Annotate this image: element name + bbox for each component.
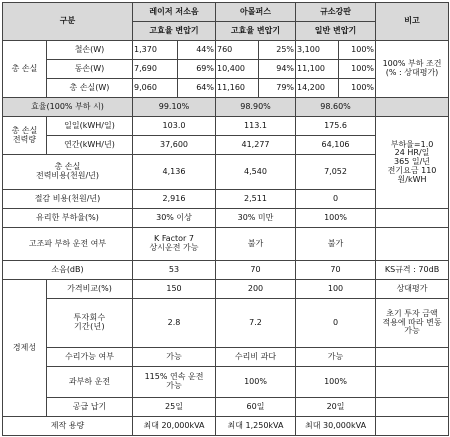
capacity-v1: 최대 20,000kVA <box>133 417 216 436</box>
daily-label: 일일(kWH/일) <box>47 117 133 136</box>
noise-v1: 53 <box>133 261 216 280</box>
sum-loss-p1: 64% <box>178 79 216 98</box>
iron-loss-p1: 44% <box>178 41 216 60</box>
payback-label <box>47 299 133 348</box>
header-remarks: 비고 <box>376 3 449 41</box>
header-row <box>3 3 449 22</box>
total-loss-remark <box>376 41 449 98</box>
copper-loss-label: 동손(W) <box>47 60 133 79</box>
savings-v1: 2,916 <box>133 190 216 209</box>
harmonic-v1-line1: K Factor 7 <box>154 234 194 244</box>
annual-v2: 41,277 <box>216 136 296 155</box>
delivery-v3: 20일 <box>296 398 376 417</box>
load-rate-v1: 30% 이상 <box>133 209 216 228</box>
copper-loss-v1: 7,690 <box>133 60 178 79</box>
table-row <box>3 98 449 117</box>
power-remark-line4: 전기요금 110원/kWH <box>387 165 437 184</box>
iron-loss-p3: 100% <box>339 41 376 60</box>
load-rate-v2: 30% 미만 <box>216 209 296 228</box>
efficiency-v2: 98.90% <box>216 98 296 117</box>
noise-v3: 70 <box>296 261 376 280</box>
copper-loss-p3: 100% <box>339 60 376 79</box>
delivery-v2: 60일 <box>216 398 296 417</box>
harmonic-v2: 불가 <box>216 228 296 261</box>
table-row <box>3 417 449 436</box>
price-v1: 150 <box>133 280 216 299</box>
payback-label-line2: 기간(년) <box>74 322 105 331</box>
harmonic-v1-line2: 상시운전 가능 <box>149 243 199 252</box>
overload-v3: 100% <box>296 367 376 398</box>
power-remark-line1: 부하율=1.0 <box>390 139 434 149</box>
copper-loss-p2: 94% <box>259 60 296 79</box>
payback-v3: 0 <box>296 299 376 348</box>
efficiency-remark <box>376 98 449 117</box>
total-cost-v3: 7,052 <box>296 155 376 190</box>
overload-v1 <box>133 367 216 398</box>
copper-loss-p1: 69% <box>178 60 216 79</box>
power-remark <box>376 117 449 209</box>
overload-remark <box>376 367 449 398</box>
header-col1-line1: 레이저 저소음 <box>133 3 216 22</box>
capacity-v2: 최대 1,250kVA <box>216 417 296 436</box>
sum-loss-v1: 9,060 <box>133 79 178 98</box>
noise-label: 소음(dB) <box>3 261 133 280</box>
efficiency-v1: 99.10% <box>133 98 216 117</box>
table-row <box>3 398 449 417</box>
sum-loss-p2: 79% <box>259 79 296 98</box>
repair-v1: 가능 <box>133 348 216 367</box>
savings-label: 절감 비용(천원/년) <box>3 190 133 209</box>
capacity-label: 제작 용량 <box>3 417 133 436</box>
power-label-line1: 총 손실 <box>11 125 38 135</box>
sum-loss-label: 총 손실(W) <box>47 79 133 98</box>
copper-loss-v2: 10,400 <box>216 60 259 79</box>
overload-v1-line1: 115% 연속 운전 <box>144 372 204 382</box>
payback-v2: 7.2 <box>216 299 296 348</box>
comparison-table-wrapper <box>2 2 449 436</box>
table-row <box>3 209 449 228</box>
total-loss-remark-line1: 100% 부하 조건 <box>382 59 442 69</box>
efficiency-v3: 98.60% <box>296 98 376 117</box>
table-row <box>3 228 449 261</box>
payback-remark-line2: 적용에 따라 변동 <box>382 317 442 327</box>
price-v3: 100 <box>296 280 376 299</box>
payback-remark-line1: 초기 투자 금액 <box>386 308 438 318</box>
header-col3-line1: 규소강판 <box>296 3 376 22</box>
noise-v2: 70 <box>216 261 296 280</box>
power-remark-line2: 24 HR/일 <box>394 148 430 158</box>
table-row <box>3 299 449 348</box>
harmonic-v1 <box>133 228 216 261</box>
total-cost-v1: 4,136 <box>133 155 216 190</box>
price-label: 가격비교(%) <box>47 280 133 299</box>
total-cost-v2: 4,540 <box>216 155 296 190</box>
economy-label: 경제성 <box>3 280 47 417</box>
table-row <box>3 41 449 60</box>
capacity-v3: 최대 30,000kVA <box>296 417 376 436</box>
repair-v2: 수리비 과다 <box>216 348 296 367</box>
harmonic-v3: 불가 <box>296 228 376 261</box>
table-row <box>3 261 449 280</box>
header-col1-line2: 고효율 변압기 <box>133 22 216 41</box>
annual-v1: 37,600 <box>133 136 216 155</box>
repair-label: 수리가능 여부 <box>47 348 133 367</box>
iron-loss-p2: 25% <box>259 41 296 60</box>
price-remark: 상대평가 <box>376 280 449 299</box>
table-row <box>3 348 449 367</box>
overload-v1-line2: 가능 <box>166 381 182 390</box>
price-v2: 200 <box>216 280 296 299</box>
daily-v1: 103.0 <box>133 117 216 136</box>
delivery-remark <box>376 398 449 417</box>
power-label <box>3 117 47 155</box>
total-cost-label <box>3 155 133 190</box>
savings-v3: 0 <box>296 190 376 209</box>
load-rate-label: 유리한 부하율(%) <box>3 209 133 228</box>
header-col2-line2: 고효율 변압기 <box>216 22 296 41</box>
daily-v2: 113.1 <box>216 117 296 136</box>
payback-remark <box>376 299 449 348</box>
header-col2-line1: 아몰퍼스 <box>216 3 296 22</box>
sum-loss-v3: 14,200 <box>296 79 339 98</box>
repair-v3: 가능 <box>296 348 376 367</box>
copper-loss-v3: 11,100 <box>296 60 339 79</box>
efficiency-label: 효율(100% 부하 시) <box>3 98 133 117</box>
payback-label-line1: 투자회수 <box>73 313 106 323</box>
sum-loss-v2: 11,160 <box>216 79 259 98</box>
delivery-v1: 25일 <box>133 398 216 417</box>
overload-v2: 100% <box>216 367 296 398</box>
payback-v1: 2.8 <box>133 299 216 348</box>
transformer-comparison-table <box>2 2 449 436</box>
capacity-remark <box>376 417 449 436</box>
iron-loss-label: 철손(W) <box>47 41 133 60</box>
header-category: 구분 <box>3 3 133 41</box>
daily-v3: 175.6 <box>296 117 376 136</box>
iron-loss-v1: 1,370 <box>133 41 178 60</box>
power-label-line2: 전력량 <box>12 134 37 144</box>
annual-label: 연간(kWH/년) <box>47 136 133 155</box>
table-row <box>3 367 449 398</box>
table-row <box>3 117 449 136</box>
header-col3-line2: 일반 변압기 <box>296 22 376 41</box>
harmonic-remark <box>376 228 449 261</box>
sum-loss-p3: 100% <box>339 79 376 98</box>
delivery-label: 공급 납기 <box>47 398 133 417</box>
total-loss-label: 총 손실 <box>3 41 47 98</box>
repair-remark <box>376 348 449 367</box>
iron-loss-v2: 760 <box>216 41 259 60</box>
total-loss-remark-line2: (% : 상대평가) <box>385 68 439 77</box>
total-cost-label-line2: 전력비용(천원/년) <box>35 171 100 180</box>
load-rate-remark <box>376 209 449 228</box>
total-cost-label-line1: 총 손실 <box>54 162 81 172</box>
harmonic-label: 고조파 부하 운전 여부 <box>3 228 133 261</box>
power-remark-line3: 365 일/년 <box>394 157 431 167</box>
iron-loss-v3: 3,100 <box>296 41 339 60</box>
table-row <box>3 280 449 299</box>
savings-v2: 2,511 <box>216 190 296 209</box>
noise-remark: KS규격 : 70dB <box>376 261 449 280</box>
load-rate-v3: 100% <box>296 209 376 228</box>
overload-label: 과부하 운전 <box>47 367 133 398</box>
annual-v3: 64,106 <box>296 136 376 155</box>
payback-remark-line3: 가능 <box>404 326 420 336</box>
